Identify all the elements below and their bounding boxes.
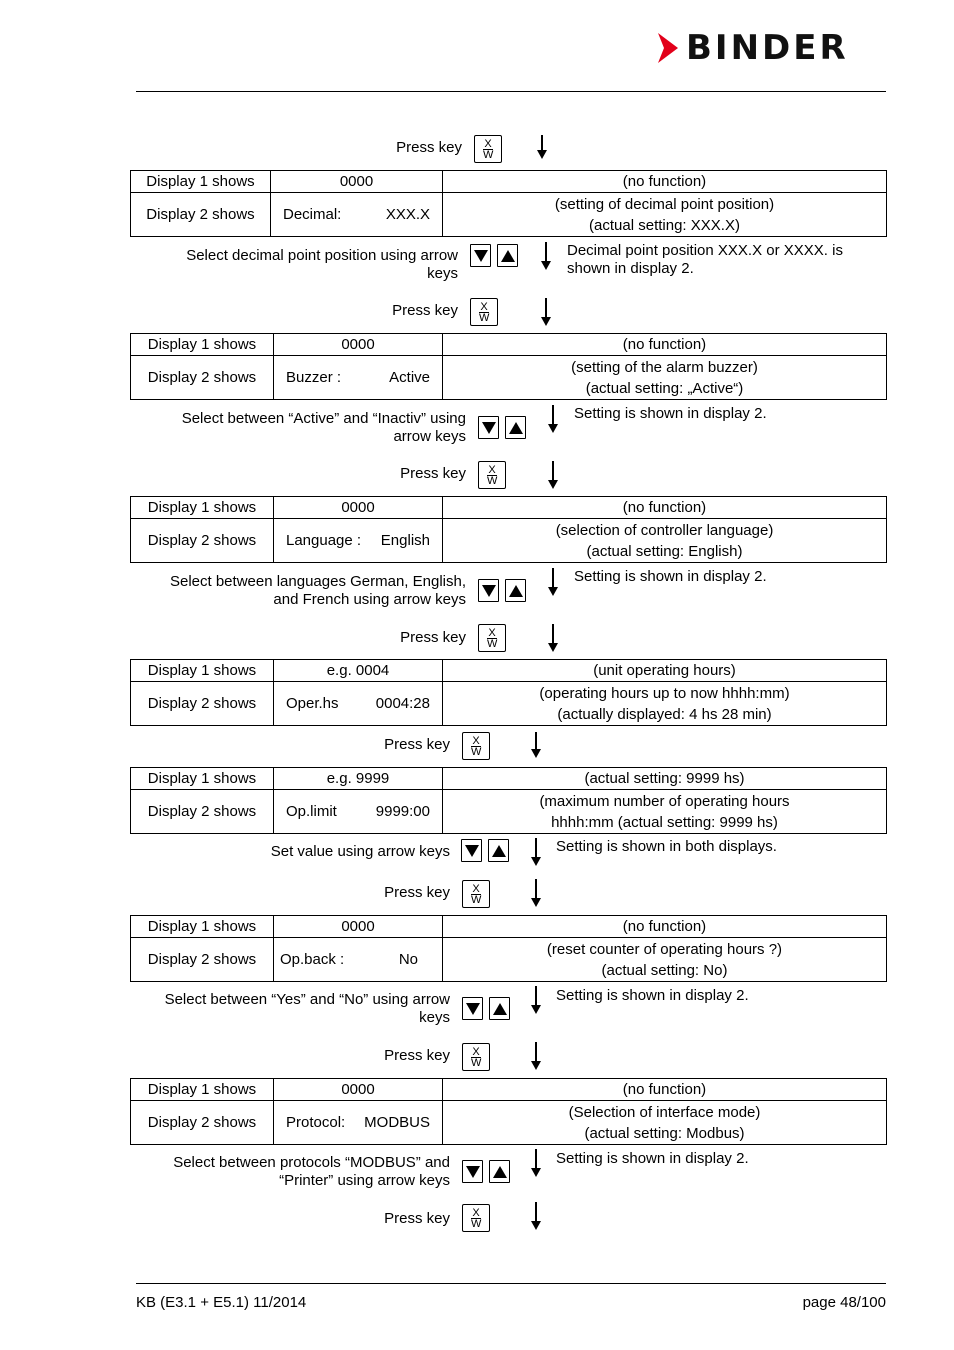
- down-arrow-icon: [535, 1202, 537, 1228]
- down-key-icon[interactable]: [478, 416, 499, 439]
- down-arrow-icon: [545, 242, 547, 268]
- select-result: Decimal point position XXX.X or XXXX. is shown in display 2.: [567, 242, 843, 277]
- display1-value: 0000: [274, 916, 443, 938]
- up-key-icon[interactable]: [489, 1160, 510, 1183]
- select-result: Setting is shown in display 2.: [574, 405, 767, 422]
- xw-key-icon[interactable]: X W: [470, 298, 498, 326]
- display1-desc: (actual setting: 9999 hs): [443, 768, 887, 790]
- display-table-6: [130, 915, 887, 982]
- down-arrow-icon: [535, 1042, 537, 1068]
- press-key-label: Press key: [400, 465, 466, 482]
- up-key-icon[interactable]: [505, 579, 526, 602]
- down-key-icon[interactable]: [462, 997, 483, 1020]
- down-key-icon[interactable]: [461, 839, 482, 862]
- down-arrow-icon: [535, 1149, 537, 1175]
- press-key-label: Press key: [384, 1210, 450, 1227]
- display2-value: MODBUS: [364, 1114, 430, 1131]
- display-table-7: [130, 1078, 887, 1145]
- down-arrow-icon: [535, 838, 537, 864]
- display1-label: Display 1 shows: [131, 497, 274, 519]
- up-key-icon[interactable]: [497, 244, 518, 267]
- down-arrow-icon: [535, 986, 537, 1012]
- down-key-icon[interactable]: [462, 1160, 483, 1183]
- display1-label: Display 1 shows: [131, 1079, 274, 1101]
- down-arrow-icon: [535, 732, 537, 756]
- display2-desc: (operating hours up to now hhhh:mm) (actually displayed: 4 hs 28 min): [443, 682, 887, 726]
- up-key-icon[interactable]: [488, 839, 509, 862]
- display1-label: Display 1 shows: [131, 916, 274, 938]
- display1-desc: (no function): [443, 497, 887, 519]
- display-table-1: [130, 170, 887, 237]
- select-instruction: Select between “Yes” and “No” using arrow keys: [164, 991, 450, 1026]
- page-number: page 48/100: [802, 1294, 886, 1311]
- display2-value-name: Protocol:: [286, 1114, 346, 1131]
- display2-label: Display 2 shows: [131, 193, 271, 237]
- display1-desc: (no function): [443, 171, 887, 193]
- display1-value: e.g. 9999: [274, 768, 443, 790]
- display1-value: e.g. 0004: [274, 660, 443, 682]
- display2-desc: (maximum number of operating hours hhhh:mm (actual setting: 9999 hs): [443, 790, 887, 834]
- display1-value: 0000: [274, 497, 443, 519]
- select-instruction: Select between protocols “MODBUS” and “Printer” using arrow keys: [173, 1154, 450, 1189]
- xw-key-icon[interactable]: X W: [462, 1043, 490, 1071]
- display2-value-name: Buzzer :: [286, 369, 342, 386]
- down-arrow-icon: [552, 624, 554, 650]
- press-key-label: Press key: [384, 1047, 450, 1064]
- display2-label: Display 2 shows: [131, 519, 274, 563]
- select-instruction: Select decimal point position using arrow keys: [186, 247, 458, 282]
- press-key-label: Press key: [400, 629, 466, 646]
- footer-rule: [136, 1283, 886, 1284]
- xw-key-icon[interactable]: X W: [462, 732, 490, 760]
- display2-label: Display 2 shows: [131, 356, 274, 400]
- down-arrow-icon: [545, 298, 547, 324]
- down-key-icon[interactable]: [470, 244, 491, 267]
- select-instruction: Select between “Active” and “Inactiv” using arrow keys: [181, 410, 466, 445]
- display2-value-name: Language :: [286, 532, 362, 549]
- display2-label: Display 2 shows: [131, 790, 274, 834]
- up-key-icon[interactable]: [489, 997, 510, 1020]
- display-table-4: [130, 659, 887, 726]
- display2-label: Display 2 shows: [131, 938, 274, 982]
- display2-label: Display 2 shows: [131, 1101, 274, 1145]
- display2-value: No: [398, 951, 418, 968]
- select-instruction: Set value using arrow keys: [270, 843, 450, 860]
- down-arrow-icon: [552, 461, 554, 487]
- display2-desc: (reset counter of operating hours ?) (actual setting: No): [443, 938, 887, 982]
- display2-value: XXX.X: [385, 206, 430, 223]
- display1-desc: (unit operating hours): [443, 660, 887, 682]
- select-result: Setting is shown in display 2.: [556, 987, 749, 1004]
- display-table-2: [130, 333, 887, 400]
- display2-desc: (Selection of interface mode) (actual setting: Modbus): [443, 1101, 887, 1145]
- display1-label: Display 1 shows: [131, 660, 274, 682]
- binder-logo-mark-icon: [656, 31, 680, 65]
- press-key-label: Press key: [384, 884, 450, 901]
- display1-label: Display 1 shows: [131, 334, 274, 356]
- press-key-label: Press key: [392, 302, 458, 319]
- display2-value-name: Oper.hs: [286, 695, 339, 712]
- display1-desc: (no function): [443, 334, 887, 356]
- xw-key-icon[interactable]: X W: [462, 880, 490, 908]
- display2-value: Active: [389, 369, 430, 386]
- xw-key-icon[interactable]: X W: [474, 135, 502, 163]
- header-rule: [136, 91, 886, 92]
- press-key-label: Press key: [384, 736, 450, 753]
- xw-key-icon[interactable]: X W: [478, 624, 506, 652]
- down-arrow-icon: [552, 405, 554, 431]
- display2-value: 9999:00: [375, 803, 430, 820]
- up-key-icon[interactable]: [505, 416, 526, 439]
- down-arrow-icon: [541, 135, 543, 157]
- xw-key-icon[interactable]: X W: [462, 1204, 490, 1232]
- display1-value: 0000: [274, 334, 443, 356]
- select-result: Setting is shown in both displays.: [556, 838, 777, 855]
- press-key-label: Press key: [396, 139, 462, 156]
- display2-desc: (setting of decimal point position) (actual setting: XXX.X): [443, 193, 887, 237]
- display1-value: 0000: [274, 1079, 443, 1101]
- display1-label: Display 1 shows: [131, 171, 271, 193]
- display2-label: Display 2 shows: [131, 682, 274, 726]
- display2-value: 0004:28: [375, 695, 430, 712]
- display2-desc: (selection of controller language) (actual setting: English): [443, 519, 887, 563]
- binder-logo: [656, 30, 849, 66]
- down-arrow-icon: [535, 879, 537, 905]
- display2-value-name: Decimal:: [283, 206, 342, 223]
- document-id: KB (E3.1 + E5.1) 11/2014: [136, 1294, 307, 1311]
- select-result: Setting is shown in display 2.: [556, 1150, 749, 1167]
- xw-key-icon[interactable]: X W: [478, 461, 506, 489]
- select-instruction: Select between languages German, English, and French using arrow keys: [169, 573, 466, 608]
- display1-label: Display 1 shows: [131, 768, 274, 790]
- select-result: Setting is shown in display 2.: [574, 568, 767, 585]
- display1-desc: (no function): [443, 1079, 887, 1101]
- display-table-5: [130, 767, 887, 834]
- brand-name: BINDER: [686, 28, 849, 68]
- display2-value: English: [380, 532, 430, 549]
- display2-desc: (setting of the alarm buzzer) (actual setting: „Active“): [443, 356, 887, 400]
- down-arrow-icon: [552, 568, 554, 594]
- down-key-icon[interactable]: [478, 579, 499, 602]
- display2-value-name: Op.limit: [286, 803, 337, 820]
- display1-desc: (no function): [443, 916, 887, 938]
- display1-value: 0000: [271, 171, 443, 193]
- display2-value-name: Op.back :: [280, 951, 345, 968]
- display-table-3: [130, 496, 887, 563]
